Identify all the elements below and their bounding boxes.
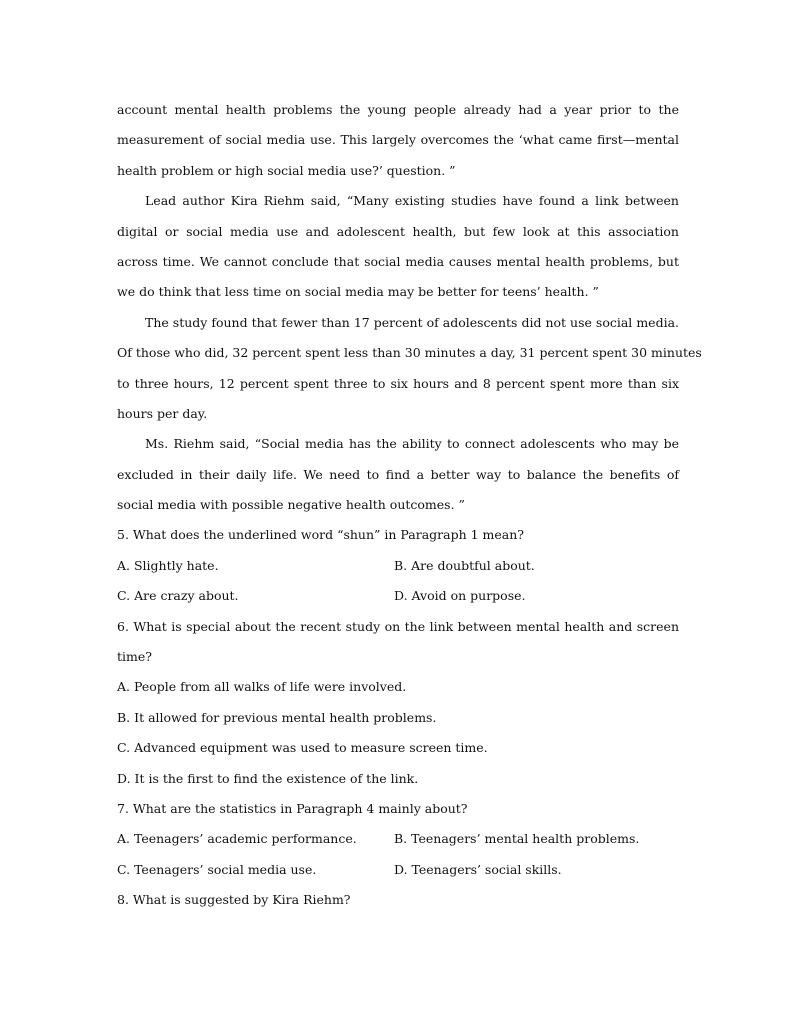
document-content <box>117 95 702 916</box>
option-a: A. Slightly hate. <box>117 557 219 573</box>
text-line: Ms. Riehm said, “Social media has the ability to connect adolescents who may be <box>145 436 679 452</box>
question-stem: 6. What is special about the recent study on the link between mental health and screen <box>117 618 679 634</box>
paragraph-continued <box>117 95 679 186</box>
option-b: B. Are doubtful about. <box>394 557 535 573</box>
text-line: hours per day. <box>117 405 208 421</box>
option-row <box>117 581 679 611</box>
option-c: C. Are crazy about. <box>117 588 239 604</box>
option-a: A. People from all walks of life were involved. <box>117 679 407 695</box>
option-row <box>117 855 679 885</box>
paragraph-riehm-quote-1 <box>117 186 679 308</box>
question-6 <box>117 612 679 794</box>
option-a: A. Teenagers’ academic performance. <box>117 831 357 847</box>
text-line: The study found that fewer than 17 percent of adolescents did not use social media. <box>145 314 679 330</box>
text-line: digital or social media use and adolescent health, but few look at this association <box>117 223 679 239</box>
option-b: B. It allowed for previous mental health problems. <box>117 709 437 725</box>
text-line: to three hours, 12 percent spent three to six hours and 8 percent spent more than six <box>117 375 679 391</box>
text-line: Of those who did, 32 percent spent less than 30 minutes a day, 31 percent spent 30 minutes <box>117 345 702 361</box>
paragraph-riehm-quote-2 <box>117 429 679 520</box>
question-stem: 5. What does the underlined word “shun” in Paragraph 1 mean? <box>117 527 524 543</box>
text-line: excluded in their daily life. We need to find a better way to balance the benefits of <box>117 466 679 482</box>
option-c: C. Teenagers’ social media use. <box>117 861 317 877</box>
text-line: account mental health problems the young people already had a year prior to the <box>117 102 679 117</box>
option-d: D. It is the first to find the existence of the link. <box>117 770 419 786</box>
text-line: social media with possible negative health outcomes. ” <box>117 497 465 513</box>
question-7 <box>117 794 679 885</box>
option-b: B. Teenagers’ mental health problems. <box>394 831 640 847</box>
text-line: health problem or high social media use?’ question. ” <box>117 162 456 178</box>
question-5 <box>117 520 679 611</box>
option-c: C. Advanced equipment was used to measure screen time. <box>117 740 488 756</box>
text-line: Lead author Kira Riehm said, “Many existing studies have found a link between <box>145 193 679 209</box>
text-line: measurement of social media use. This largely overcomes the ‘what came first—mental <box>117 132 679 148</box>
paragraph-statistics <box>117 308 702 430</box>
option-row <box>117 824 679 854</box>
question-stem: time? <box>117 649 152 665</box>
option-d: D. Avoid on purpose. <box>394 588 526 604</box>
text-line: across time. We cannot conclude that social media causes mental health problems, but <box>117 253 679 269</box>
question-stem: 7. What are the statistics in Paragraph 4 mainly about? <box>117 800 468 816</box>
option-d: D. Teenagers’ social skills. <box>394 861 562 877</box>
question-stem: 8. What is suggested by Kira Riehm? <box>117 892 351 908</box>
question-8 <box>117 885 679 915</box>
option-row <box>117 551 679 581</box>
text-line: we do think that less time on social media may be better for teens’ health. ” <box>117 284 599 300</box>
